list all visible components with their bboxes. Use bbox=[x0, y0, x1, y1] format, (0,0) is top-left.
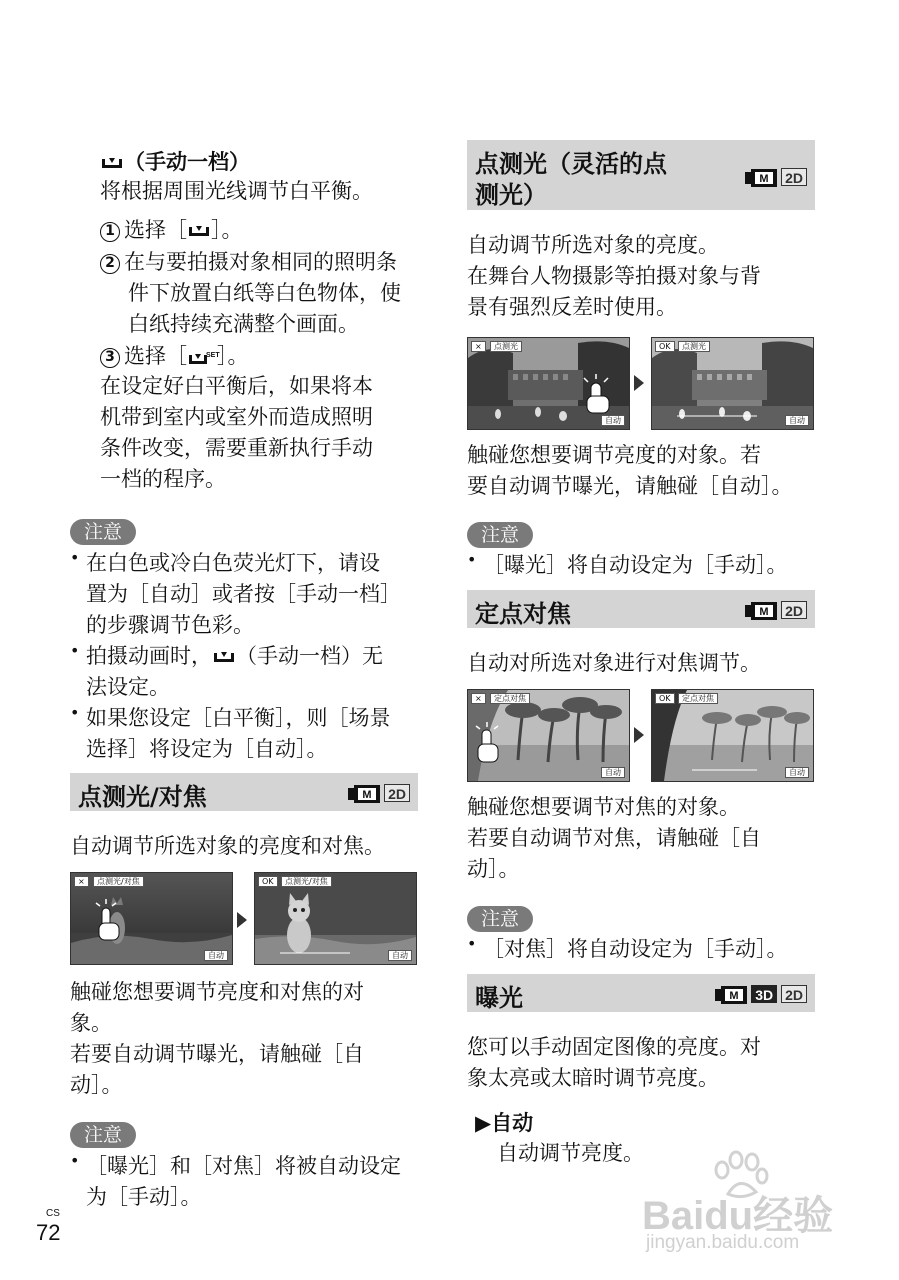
svg-text:M: M bbox=[759, 606, 769, 618]
mode-2d-badge: 2D bbox=[781, 168, 807, 186]
ok-button[interactable]: OK bbox=[655, 341, 675, 352]
step-3-number: 3 bbox=[100, 348, 120, 368]
manual-camera-icon bbox=[745, 167, 777, 187]
step-1-text-end: ］。 bbox=[211, 218, 243, 242]
text-line: 法设定。 bbox=[86, 675, 170, 699]
spot-focus-after bbox=[467, 792, 761, 885]
text-line: 在设定好白平衡后，如果将本 bbox=[100, 374, 373, 398]
screenshot-after bbox=[651, 689, 814, 782]
text-line: 象。 bbox=[70, 1011, 112, 1035]
step-2-line: 白纸持续充满整个画面。 bbox=[128, 312, 359, 336]
step-1-number: 1 bbox=[100, 222, 120, 242]
auto-button[interactable]: 自动 bbox=[601, 415, 625, 426]
option-label: 自动 bbox=[491, 1111, 534, 1135]
note-item bbox=[70, 641, 401, 703]
text-line: 拍摄动画时， bbox=[86, 644, 212, 668]
text-line: 触碰您想要调节对焦的对象。 bbox=[467, 795, 740, 819]
ok-button[interactable]: OK bbox=[258, 876, 278, 887]
manual-camera-icon bbox=[745, 600, 777, 620]
auto-button[interactable]: 自动 bbox=[785, 767, 809, 778]
svg-text:M: M bbox=[362, 789, 372, 801]
note-badge: 注意 bbox=[70, 519, 136, 545]
text-line: 象太亮或太暗时调节亮度。 bbox=[467, 1066, 719, 1090]
text-line: 触碰您想要调节亮度的对象。若 bbox=[467, 443, 761, 467]
wb-one-push-icon bbox=[187, 224, 211, 238]
mode-3d-badge: 3D bbox=[751, 985, 777, 1003]
page-number: 72 bbox=[36, 1220, 61, 1245]
watermark bbox=[640, 1150, 850, 1260]
auto-button[interactable]: 自动 bbox=[388, 950, 412, 961]
screen-title: 点测光 bbox=[678, 341, 710, 352]
text-line: 选择］将设定为［自动］。 bbox=[86, 737, 328, 761]
mode-badges bbox=[348, 783, 410, 803]
section-header-exposure bbox=[467, 974, 815, 1012]
triangle-right-icon: ▶ bbox=[475, 1111, 492, 1135]
exposure-option bbox=[475, 1108, 533, 1139]
section-title: 测光） bbox=[475, 181, 547, 209]
step-2-number: 2 bbox=[100, 254, 120, 274]
svg-text:M: M bbox=[729, 990, 739, 1002]
wb-one-push-icon bbox=[212, 650, 236, 664]
step-3-text-end: ］。 bbox=[217, 344, 249, 368]
note-3-list bbox=[467, 550, 788, 581]
text-line: • 在白色或冷白色荧光灯下，请设 bbox=[86, 551, 380, 575]
section-title: 点测光（灵活的点 bbox=[475, 150, 667, 178]
text-line: 要自动调节曝光，请触碰［自动］。 bbox=[467, 474, 793, 498]
screen-title: 点测光 bbox=[490, 341, 522, 352]
wb-one-push-desc: 将根据周围光线调节白平衡。 bbox=[100, 179, 373, 203]
watermark-logo-text: Baidu经验 bbox=[642, 1194, 834, 1238]
note-item bbox=[467, 934, 788, 965]
note-badge: 注意 bbox=[467, 906, 533, 932]
mode-2d-badge: 2D bbox=[781, 985, 807, 1003]
step-1 bbox=[100, 215, 243, 246]
step-2-line: 件下放置白纸等白色物体，使 bbox=[128, 281, 401, 305]
screenshot-after bbox=[651, 337, 814, 430]
note-1-list bbox=[70, 548, 401, 765]
auto-button[interactable]: 自动 bbox=[204, 950, 228, 961]
screenshot-before bbox=[467, 337, 630, 430]
text-line: 一档的程序。 bbox=[100, 467, 226, 491]
note-item bbox=[70, 703, 401, 765]
option-desc: 自动调节亮度。 bbox=[497, 1141, 644, 1165]
spot-meter-desc bbox=[467, 230, 761, 323]
text-line: • ［对焦］将自动设定为［手动］。 bbox=[483, 937, 788, 961]
section-title: 点测光/对焦 bbox=[78, 783, 207, 811]
text-line: 触碰您想要调节亮度和对焦的对 bbox=[70, 980, 364, 1004]
screen-title: 定点对焦 bbox=[678, 693, 718, 704]
text-line: 若要自动调节对焦，请触碰［自 bbox=[467, 826, 761, 850]
auto-button[interactable]: 自动 bbox=[601, 767, 625, 778]
screen-title: 定点对焦 bbox=[490, 693, 530, 704]
wb-one-push-heading bbox=[100, 147, 250, 178]
note-item bbox=[467, 550, 788, 581]
wb-one-push-title: （手动一档） bbox=[124, 150, 250, 174]
text-line: • ［曝光］将自动设定为［手动］。 bbox=[483, 553, 788, 577]
auto-button[interactable]: 自动 bbox=[785, 415, 809, 426]
svg-text:SET: SET bbox=[206, 352, 220, 359]
mode-badges bbox=[715, 984, 807, 1004]
step-1-text: 选择［ bbox=[124, 218, 187, 242]
spot-focus-desc: 自动对所选对象进行对焦调节。 bbox=[467, 651, 761, 675]
text-line: 为［手动］。 bbox=[86, 1185, 202, 1209]
spot-meter-focus-after bbox=[70, 977, 364, 1101]
note-4-list bbox=[467, 934, 788, 965]
close-button[interactable]: × bbox=[471, 693, 486, 704]
section-title: 曝光 bbox=[475, 984, 523, 1012]
note-2-list bbox=[70, 1151, 401, 1213]
text-line: 在舞台人物摄影等拍摄对象与背 bbox=[467, 264, 761, 288]
watermark-url: jingyan.baidu.com bbox=[646, 1232, 800, 1253]
screen-title: 点测光/对焦 bbox=[281, 876, 332, 887]
note-item bbox=[70, 1151, 401, 1213]
spot-meter-focus-desc: 自动调节所选对象的亮度和对焦。 bbox=[70, 834, 385, 858]
wb-set-icon bbox=[187, 350, 220, 364]
mode-badges bbox=[745, 167, 807, 187]
section-header-spot-meter bbox=[467, 140, 815, 210]
close-button[interactable]: × bbox=[74, 876, 89, 887]
arrow-right-icon bbox=[237, 912, 247, 928]
ok-button[interactable]: OK bbox=[655, 693, 675, 704]
screenshot-before bbox=[70, 872, 233, 965]
text-line: • ［曝光］和［对焦］将被自动设定 bbox=[86, 1154, 401, 1178]
text-line: 若要自动调节曝光，请触碰［自 bbox=[70, 1042, 364, 1066]
text-line: 景有强烈反差时使用。 bbox=[467, 295, 677, 319]
text-line: 动］。 bbox=[70, 1073, 123, 1097]
note-item bbox=[70, 548, 401, 641]
manual-camera-icon bbox=[715, 984, 747, 1004]
section-header-spot-focus bbox=[467, 590, 815, 628]
close-button[interactable]: × bbox=[471, 341, 486, 352]
wb-one-push-icon bbox=[100, 156, 124, 170]
mode-badges bbox=[745, 600, 807, 620]
section-header-spot-meter-focus bbox=[70, 773, 418, 811]
exposure-desc bbox=[467, 1032, 761, 1094]
text-line: • 如果您设定［白平衡］，则［场景 bbox=[86, 706, 391, 730]
text-line: （手动一档）无 bbox=[236, 644, 383, 668]
svg-text:M: M bbox=[759, 173, 769, 185]
note-badge: 注意 bbox=[467, 522, 533, 548]
step-3 bbox=[100, 341, 249, 372]
text-line: 自动调节所选对象的亮度。 bbox=[467, 233, 719, 257]
mode-2d-badge: 2D bbox=[781, 601, 807, 619]
language-code: CS bbox=[46, 1208, 60, 1219]
arrow-right-icon bbox=[634, 727, 644, 743]
text-line: 的步骤调节色彩。 bbox=[86, 613, 254, 637]
screen-title: 点测光/对焦 bbox=[93, 876, 144, 887]
text-line: 置为［自动］或者按［手动一档］ bbox=[86, 582, 401, 606]
step-2-line: 在与要拍摄对象相同的照明条 bbox=[124, 250, 397, 274]
step-3-text: 选择［ bbox=[124, 344, 187, 368]
note-badge: 注意 bbox=[70, 1122, 136, 1148]
section-title: 定点对焦 bbox=[475, 600, 571, 628]
step-2 bbox=[100, 247, 401, 340]
manual-camera-icon bbox=[348, 783, 380, 803]
text-line: 机带到室内或室外而造成照明 bbox=[100, 405, 373, 429]
mode-2d-badge: 2D bbox=[384, 784, 410, 802]
text-line: 您可以手动固定图像的亮度。对 bbox=[467, 1035, 761, 1059]
text-line: 动］。 bbox=[467, 857, 520, 881]
wb-after-text bbox=[100, 371, 373, 495]
spot-meter-after bbox=[467, 440, 793, 502]
screenshot-before bbox=[467, 689, 630, 782]
arrow-right-icon bbox=[634, 375, 644, 391]
screenshot-after bbox=[254, 872, 417, 965]
text-line: 条件改变，需要重新执行手动 bbox=[100, 436, 373, 460]
